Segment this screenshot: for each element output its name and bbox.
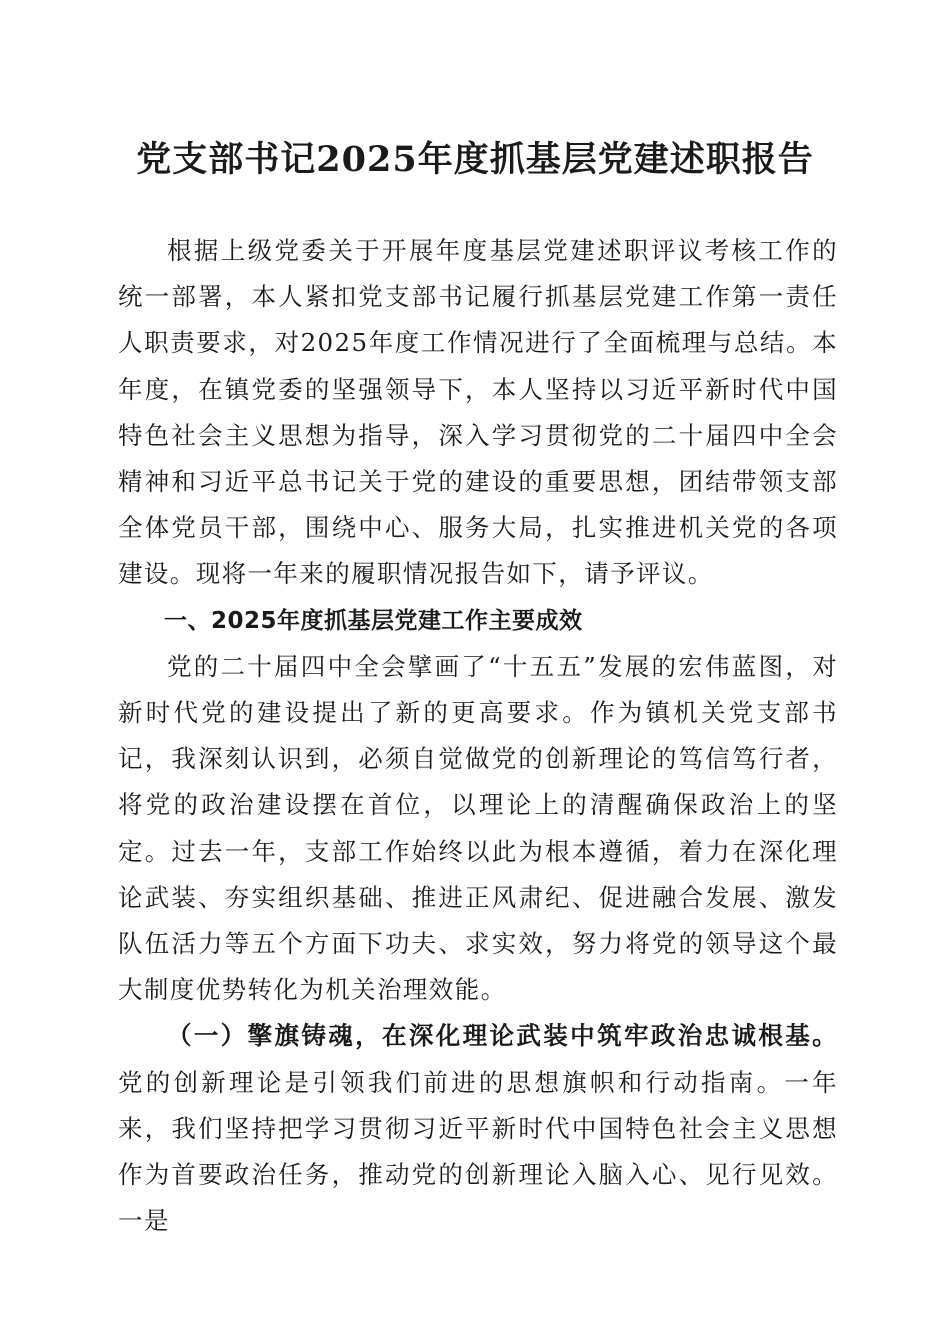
subsection-heading: （一）擎旗铸魂，在深化理论武装中筑牢政治忠诚根基。	[167, 1021, 838, 1051]
subsection-text: 党的创新理论是引领我们前进的思想旗帜和行动指南。一年来，我们坚持把学习贯彻习近平新时代中国特色社会主义思想作为首要政治任务，推动党的创新理论入脑入心、见行见效。一是	[118, 1067, 838, 1236]
subsection-paragraph	[118, 1013, 838, 1244]
document-body	[118, 228, 838, 1244]
intro-paragraph: 根据上级党委关于开展年度基层党建述职评议考核工作的统一部署，本人紧扣党支部书记履行抓基层党建工作第一责任人职责要求，对2025年度工作情况进行了全面梳理与总结。本年度，在镇党委的坚强领导下，本人坚持以习近平新时代中国特色社会主义思想为指导，深入学习贯彻党的二十届四中全会精神和习近平总书记关于党的建设的重要思想，团结带领支部全体党员干部，围绕中心、服务大局，扎实推进机关党的各项建设。现将一年来的履职情况报告如下，请予评议。	[118, 236, 838, 589]
section-paragraph: 党的二十届四中全会擘画了“十五五”发展的宏伟蓝图，对新时代党的建设提出了新的更高要求。作为镇机关党支部书记，我深刻认识到，必须自觉做党的创新理论的笃信笃行者，将党的政治建设摆在首位，以理论上的清醒确保政治上的坚定。过去一年，支部工作始终以此为根本遵循，着力在深化理论武装、夯实组织基础、推进正风肃纪、促进融合发展、激发队伍活力等五个方面下功夫、求实效，努力将党的领导这个最大制度优势转化为机关治理效能。	[118, 651, 838, 1005]
document-title: 党支部书记2025年度抓基层党建述职报告	[136, 139, 814, 180]
section-heading: 一、2025年度抓基层党建工作主要成效	[164, 607, 583, 634]
